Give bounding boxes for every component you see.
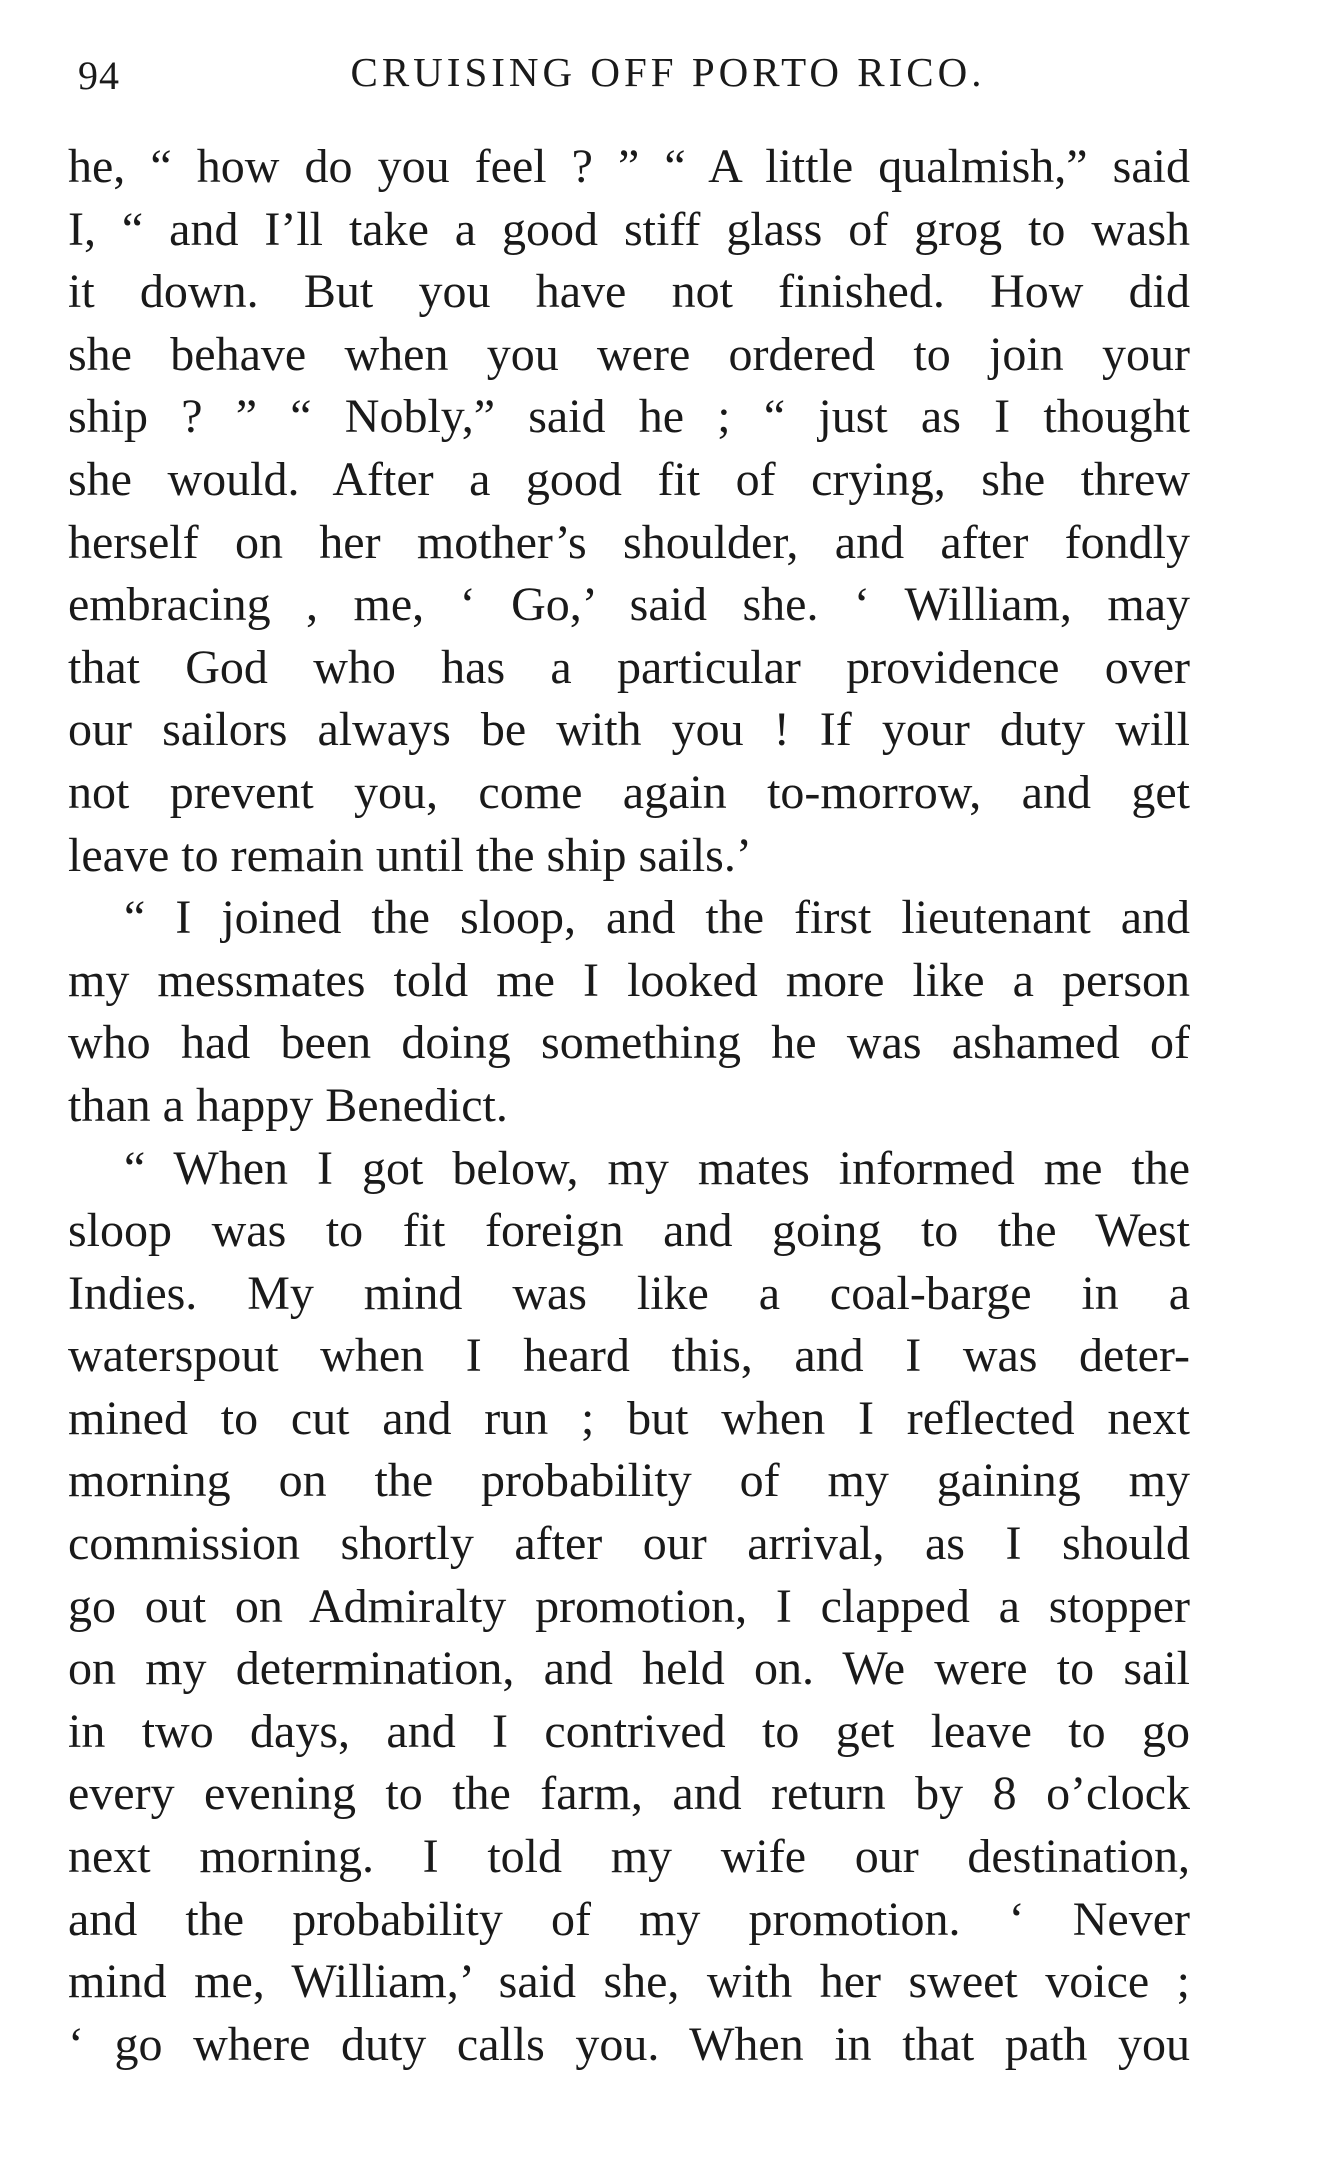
page-number: 94 xyxy=(78,53,120,98)
text-line: herself on her mother’s shoulder, and after fondly xyxy=(68,515,1190,569)
text-line: ‘ go where duty calls you. When in that path you xyxy=(68,2017,1190,2071)
text-line: she would. After a good fit of crying, she threw xyxy=(68,452,1190,506)
text-line: not prevent you, come again to-morrow, and get xyxy=(68,765,1190,819)
text-line: go out on Admiralty promotion, I clapped a stopper xyxy=(68,1579,1190,1633)
text-line: mind me, William,’ said she, with her sweet voice ; xyxy=(68,1955,1190,2009)
text-line: “ I joined the sloop, and the first lieutenant and xyxy=(124,891,1190,945)
text-line: he, “ how do you feel ? ” “ A little qualmish,” said xyxy=(68,140,1190,193)
text-line: she behave when you were ordered to join your xyxy=(68,327,1190,381)
text-line: in two days, and I contrived to get leave to go xyxy=(68,1704,1190,1758)
text-line: than a happy Benedict. xyxy=(68,1078,508,1132)
text-line: on my determination, and held on. We were to sail xyxy=(68,1642,1190,1696)
text-line: mined to cut and run ; but when I reflected next xyxy=(68,1391,1190,1445)
paragraph xyxy=(68,887,1190,1137)
text-line: morning on the probability of my gaining my xyxy=(68,1454,1190,1508)
text-line: our sailors always be with you ! If your duty will xyxy=(68,703,1190,757)
text-line: and the probability of my promotion. ‘ Never xyxy=(68,1892,1190,1946)
text-line: “ When I got below, my mates informed me the xyxy=(124,1141,1190,1195)
paragraph xyxy=(68,136,1190,887)
text-line: it down. But you have not finished. How did xyxy=(68,265,1190,319)
text-line: I, “ and I’ll take a good stiff glass of grog to wash xyxy=(68,202,1190,256)
text-line: next morning. I told my wife our destination, xyxy=(68,1830,1190,1884)
text-line: who had been doing something he was ashamed of xyxy=(68,1016,1190,1070)
text-line: that God who has a particular providence over xyxy=(68,640,1190,694)
text-line: my messmates told me I looked more like a person xyxy=(68,953,1190,1007)
text-line: sloop was to fit foreign and going to the West xyxy=(68,1204,1190,1258)
text-line: Indies. My mind was like a coal-barge in a xyxy=(68,1266,1190,1320)
paragraph xyxy=(68,1138,1190,2077)
text-line: waterspout when I heard this, and I was deter- xyxy=(68,1329,1190,1383)
text-line: ship ? ” “ Nobly,” said he ; “ just as I thought xyxy=(68,390,1190,444)
text-line: every evening to the farm, and return by 8 o’clock xyxy=(68,1767,1190,1821)
text-line: commission shortly after our arrival, as I should xyxy=(68,1517,1190,1571)
body-text xyxy=(68,136,1190,2076)
running-title: CRUISING OFF PORTO RICO. xyxy=(350,49,986,95)
text-line: leave to remain until the ship sails.’ xyxy=(68,828,752,882)
page-header xyxy=(78,44,1198,104)
text-line: embracing , me, ‘ Go,’ said she. ‘ William, may xyxy=(68,578,1190,632)
